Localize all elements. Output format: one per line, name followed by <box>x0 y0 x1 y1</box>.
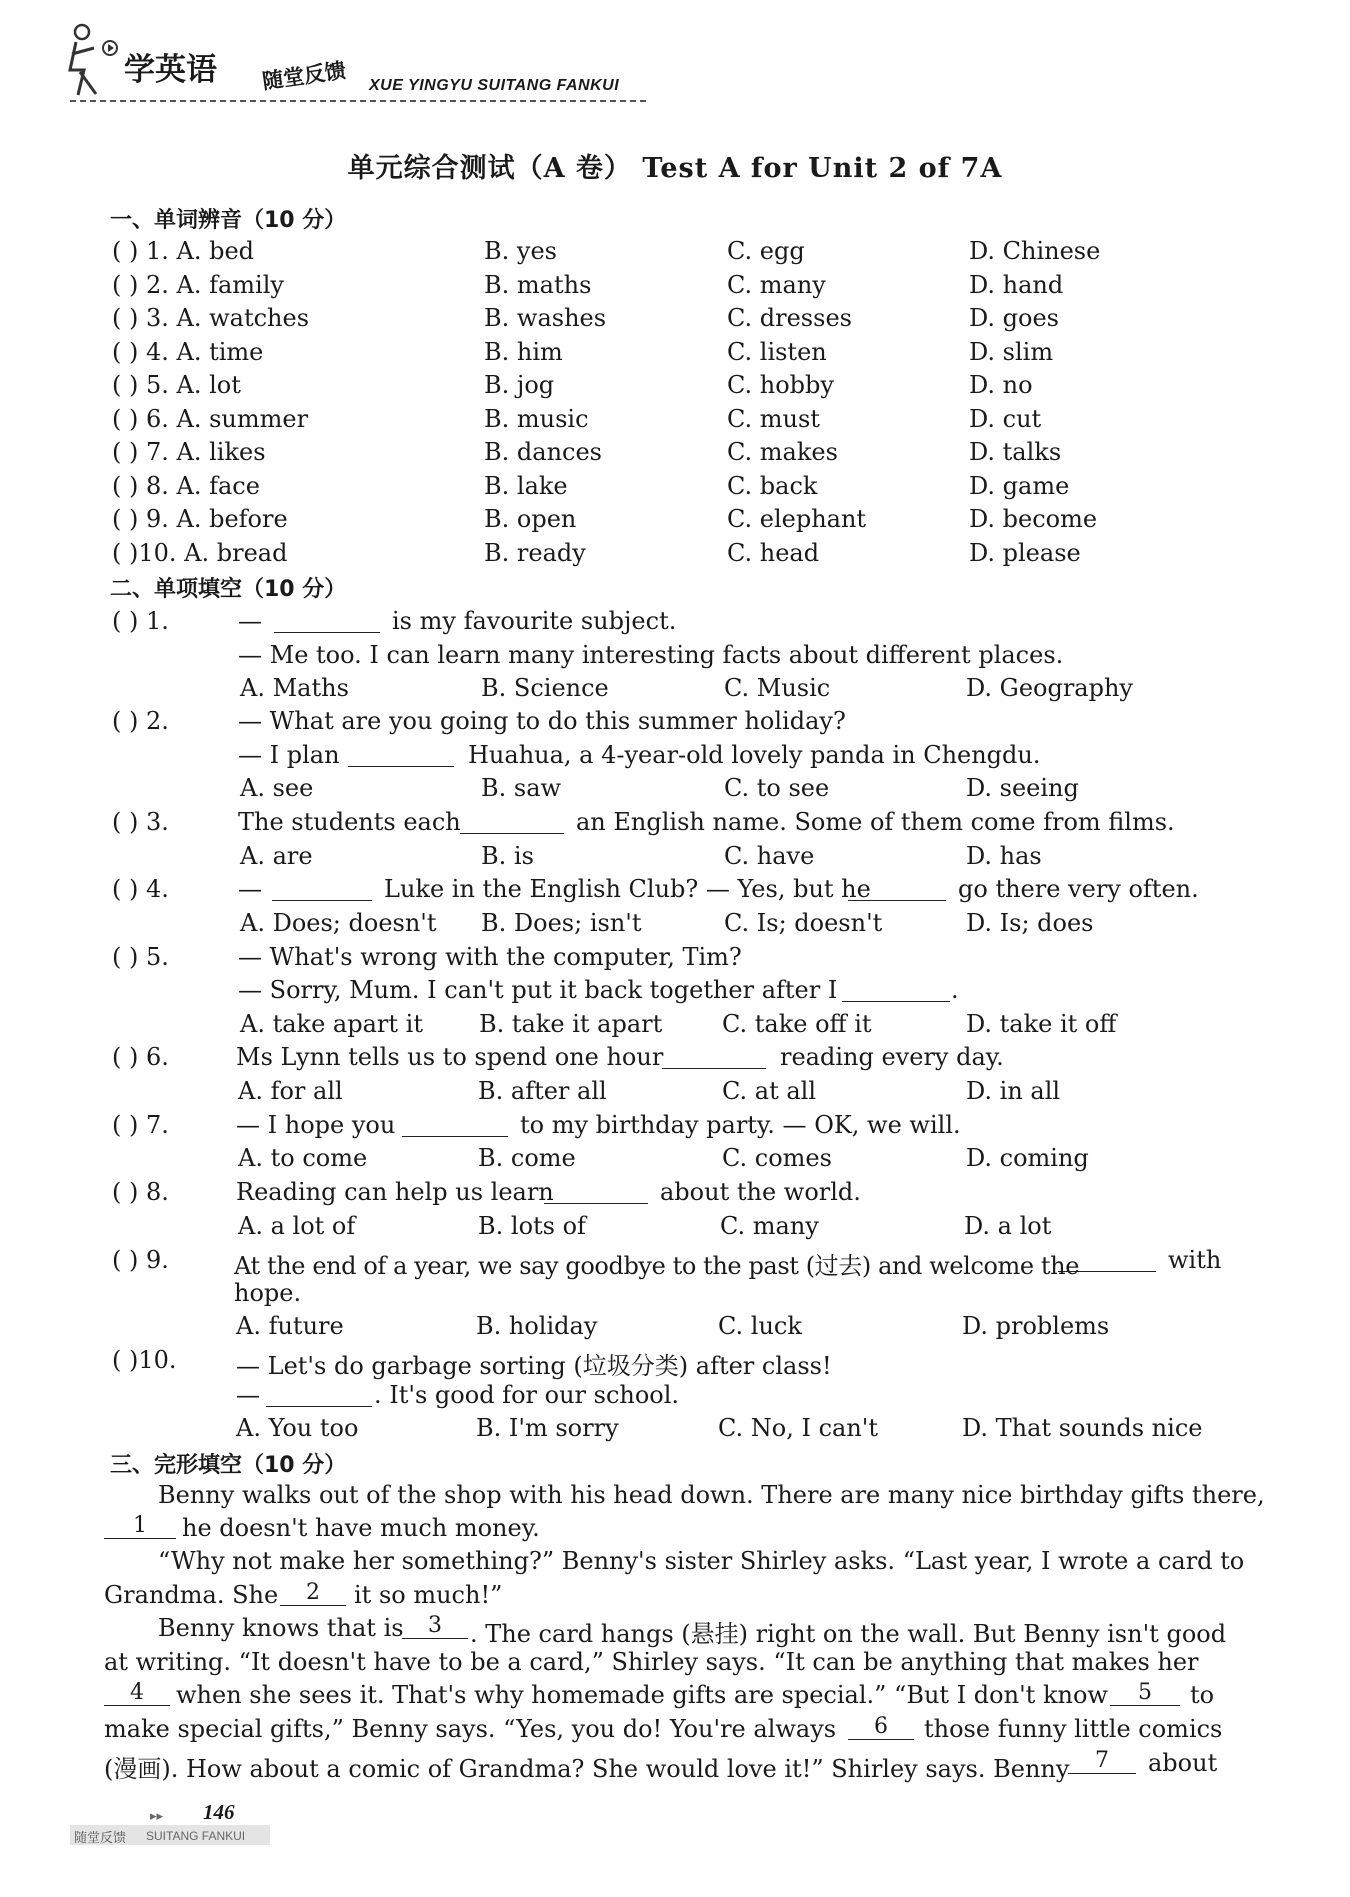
option-c: C. makes <box>727 438 838 466</box>
question-text: At the end of a year, we say goodbye to the past (过去) and welcome the <box>234 1252 1080 1280</box>
option-c: C. egg <box>727 237 805 265</box>
cloze-blank-6 <box>848 1714 914 1740</box>
option-c: C. head <box>727 539 820 567</box>
question-text: — Me too. I can learn many interesting facts about different places. <box>238 641 1064 669</box>
item-number: ( ) 8. A. face <box>112 472 260 500</box>
option-d: D. take it off <box>966 1010 1117 1038</box>
option-b: B. take it apart <box>479 1010 663 1038</box>
passage-line: about <box>1148 1749 1218 1777</box>
option-b: B. lake <box>484 472 568 500</box>
item-number: ( ) 9. A. before <box>112 505 288 533</box>
passage-line: to <box>1190 1681 1215 1709</box>
option-b: B. is <box>481 842 534 870</box>
passage-line: . The card hangs (悬挂) right on the wall. But Benny isn't good <box>470 1620 1227 1648</box>
answer-blank <box>842 1001 950 1002</box>
question-text: an English name. Some of them come from films. <box>576 808 1175 836</box>
cloze-blank-3 <box>402 1613 468 1639</box>
question-number: ( )10. <box>112 1346 177 1374</box>
cloze-blank-4 <box>104 1680 170 1706</box>
option-b: B. ready <box>484 539 586 567</box>
option-d: D. That sounds nice <box>962 1414 1203 1442</box>
question-number: ( ) 4. <box>112 875 169 903</box>
option-d: D. talks <box>969 438 1062 466</box>
answer-blank <box>460 833 564 834</box>
option-b: B. Does; isn't <box>481 909 642 937</box>
answer-blank <box>848 900 946 901</box>
cloze-blank-2 <box>280 1580 346 1606</box>
blank-number: 7 <box>1095 1748 1109 1773</box>
question-dash: — <box>238 875 262 903</box>
answer-blank <box>1058 1271 1156 1272</box>
page-arrow-icon: ▸▸ <box>150 1809 164 1824</box>
question-text: hope. <box>234 1279 302 1307</box>
option-c: C. at all <box>722 1077 817 1105</box>
header-logo-icon <box>58 20 118 100</box>
question-number: ( ) 7. <box>112 1111 169 1139</box>
question-text: with <box>1168 1246 1222 1274</box>
option-b: B. lots of <box>478 1212 586 1240</box>
question-number: ( ) 3. <box>112 808 169 836</box>
option-d: D. seeing <box>966 774 1079 802</box>
cloze-blank-1 <box>104 1513 176 1539</box>
option-a: A. future <box>236 1312 344 1340</box>
question-number: ( ) 1. <box>112 607 169 635</box>
option-b: B. saw <box>481 774 562 802</box>
question-text: . It's good for our school. <box>374 1381 680 1409</box>
option-a: A. You too <box>236 1414 359 1442</box>
option-d: D. Chinese <box>969 237 1101 265</box>
option-b: B. dances <box>484 438 602 466</box>
question-number: ( ) 5. <box>112 943 169 971</box>
question-text: Ms Lynn tells us to spend one hour <box>236 1043 664 1071</box>
passage-line: those funny little comics <box>924 1715 1223 1743</box>
option-c: C. Music <box>724 674 831 702</box>
option-d: D. Is; does <box>966 909 1094 937</box>
item-number: ( ) 6. A. summer <box>112 405 309 433</box>
question-dash: — <box>238 607 262 635</box>
option-b: B. after all <box>478 1077 607 1105</box>
blank-number: 6 <box>874 1714 888 1739</box>
item-number: ( ) 5. A. lot <box>112 371 241 399</box>
passage-line: (漫画). How about a comic of Grandma? She would love it!” Shirley says. Benny <box>104 1755 1070 1783</box>
option-a: A. a lot of <box>238 1212 356 1240</box>
passage-line: Grandma. She <box>104 1581 279 1609</box>
question-number: ( ) 8. <box>112 1178 169 1206</box>
item-number: ( ) 7. A. likes <box>112 438 266 466</box>
option-c: C. Is; doesn't <box>724 909 883 937</box>
header-subtitle-cn: 随堂反馈 <box>260 58 348 94</box>
question-text: — What are you going to do this summer holiday? <box>238 707 846 735</box>
question-text: Reading can help us learn <box>236 1178 554 1206</box>
option-b: B. open <box>484 505 577 533</box>
option-c: C. to see <box>724 774 830 802</box>
question-dash: — <box>236 1381 260 1409</box>
passage-line: it so much!” <box>354 1581 503 1609</box>
option-b: B. washes <box>484 304 607 332</box>
question-text: — Let's do garbage sorting (垃圾分类) after class! <box>236 1352 832 1380</box>
option-d: D. no <box>969 371 1033 399</box>
item-number: ( )10. A. bread <box>112 539 288 567</box>
option-a: A. see <box>240 774 314 802</box>
item-number: ( ) 3. A. watches <box>112 304 310 332</box>
question-text: about the world. <box>660 1178 861 1206</box>
question-text: go there very often. <box>958 875 1199 903</box>
option-b: B. yes <box>484 237 557 265</box>
question-text: — I plan <box>238 741 340 769</box>
header-divider <box>70 100 646 102</box>
option-c: C. elephant <box>727 505 867 533</box>
answer-blank <box>402 1136 508 1137</box>
answer-blank <box>272 900 372 901</box>
option-d: D. Geography <box>966 674 1133 702</box>
footer-label-cn: 随堂反馈 <box>74 1831 127 1846</box>
option-d: D. hand <box>969 271 1064 299</box>
question-text: — I hope you <box>236 1111 396 1139</box>
section-heading-2: 二、单项填空（10 分） <box>110 577 347 602</box>
question-text: — Sorry, Mum. I can't put it back together after I <box>238 976 838 1004</box>
question-text: — What's wrong with the computer, Tim? <box>238 943 742 971</box>
question-text: reading every day. <box>780 1043 1004 1071</box>
option-b: B. maths <box>484 271 592 299</box>
option-a: A. are <box>240 842 313 870</box>
option-c: C. luck <box>718 1312 802 1340</box>
option-c: C. take off it <box>722 1010 872 1038</box>
question-text: to my birthday party. — OK, we will. <box>520 1111 961 1139</box>
option-b: B. I'm sorry <box>476 1414 619 1442</box>
option-c: C. dresses <box>727 304 852 332</box>
option-c: C. many <box>720 1212 819 1240</box>
option-d: D. cut <box>969 405 1042 433</box>
answer-blank <box>662 1068 766 1069</box>
passage-line: make special gifts,” Benny says. “Yes, you do! You're always <box>104 1715 837 1743</box>
answer-blank <box>348 766 454 767</box>
answer-blank <box>274 632 380 633</box>
option-b: B. jog <box>484 371 555 399</box>
passage-line: at writing. “It doesn't have to be a card,” Shirley says. “It can be anything that makes her <box>104 1648 1199 1676</box>
blank-number: 2 <box>306 1580 320 1605</box>
option-a: A. for all <box>238 1077 343 1105</box>
option-d: D. become <box>969 505 1098 533</box>
page-number: 146 <box>203 1800 235 1824</box>
blank-number: 3 <box>428 1613 442 1638</box>
option-c: C. hobby <box>727 371 834 399</box>
item-number: ( ) 2. A. family <box>112 271 284 299</box>
footer-label-en: SUITANG FANKUI <box>146 1829 246 1843</box>
question-text: . <box>951 976 959 1004</box>
option-a: A. Maths <box>240 674 349 702</box>
question-number: ( ) 9. <box>112 1246 169 1274</box>
blank-number: 4 <box>130 1680 144 1705</box>
passage-line: when she sees it. That's why homemade gifts are special.” “But I don't know <box>176 1681 1108 1709</box>
option-a: A. Does; doesn't <box>240 909 437 937</box>
option-c: C. No, I can't <box>718 1414 879 1442</box>
section-heading-1: 一、单词辨音（10 分） <box>110 208 347 233</box>
passage-line: Benny walks out of the shop with his head down. There are many nice birthday gifts there, <box>158 1481 1265 1509</box>
option-b: B. holiday <box>476 1312 598 1340</box>
option-c: C. have <box>724 842 815 870</box>
option-c: C. back <box>727 472 818 500</box>
option-a: A. to come <box>238 1144 368 1172</box>
option-d: D. in all <box>966 1077 1061 1105</box>
option-d: D. please <box>969 539 1081 567</box>
question-number: ( ) 6. <box>112 1043 169 1071</box>
question-text: is my favourite subject. <box>392 607 677 635</box>
option-c: C. listen <box>727 338 827 366</box>
page-title: 单元综合测试（A 卷） Test A for Unit 2 of 7A <box>347 153 1003 184</box>
option-d: D. coming <box>966 1144 1089 1172</box>
question-number: ( ) 2. <box>112 707 169 735</box>
answer-blank <box>266 1406 372 1407</box>
option-d: D. has <box>966 842 1042 870</box>
blank-number: 5 <box>1138 1680 1152 1705</box>
cloze-blank-7 <box>1068 1748 1136 1774</box>
option-b: B. come <box>478 1144 576 1172</box>
option-c: C. must <box>727 405 820 433</box>
passage-line: “Why not make her something?” Benny's sister Shirley asks. “Last year, I wrote a card to <box>158 1547 1245 1575</box>
header-title-en: XUE YINGYU SUITANG FANKUI <box>369 77 620 94</box>
option-b: B. him <box>484 338 563 366</box>
option-c: C. many <box>727 271 826 299</box>
option-d: D. slim <box>969 338 1054 366</box>
option-a: A. take apart it <box>240 1010 423 1038</box>
answer-blank <box>544 1203 648 1204</box>
cloze-blank-5 <box>1110 1680 1180 1706</box>
header-title-cn: 学英语 <box>124 52 217 88</box>
passage-line: Benny knows that is <box>158 1614 404 1642</box>
question-text: Huahua, a 4-year-old lovely panda in Chengdu. <box>468 741 1041 769</box>
option-d: D. problems <box>962 1312 1110 1340</box>
item-number: ( ) 4. A. time <box>112 338 264 366</box>
item-number: ( ) 1. A. bed <box>112 237 255 265</box>
passage-line: he doesn't have much money. <box>182 1514 540 1542</box>
option-d: D. goes <box>969 304 1059 332</box>
blank-number: 1 <box>133 1513 147 1538</box>
question-text: Luke in the English Club? — Yes, but he <box>384 875 871 903</box>
option-b: B. Science <box>481 674 609 702</box>
option-c: C. comes <box>722 1144 832 1172</box>
option-b: B. music <box>484 405 589 433</box>
section-heading-3: 三、完形填空（10 分） <box>110 1453 347 1478</box>
option-d: D. a lot <box>964 1212 1052 1240</box>
option-d: D. game <box>969 472 1070 500</box>
question-text: The students each <box>238 808 461 836</box>
